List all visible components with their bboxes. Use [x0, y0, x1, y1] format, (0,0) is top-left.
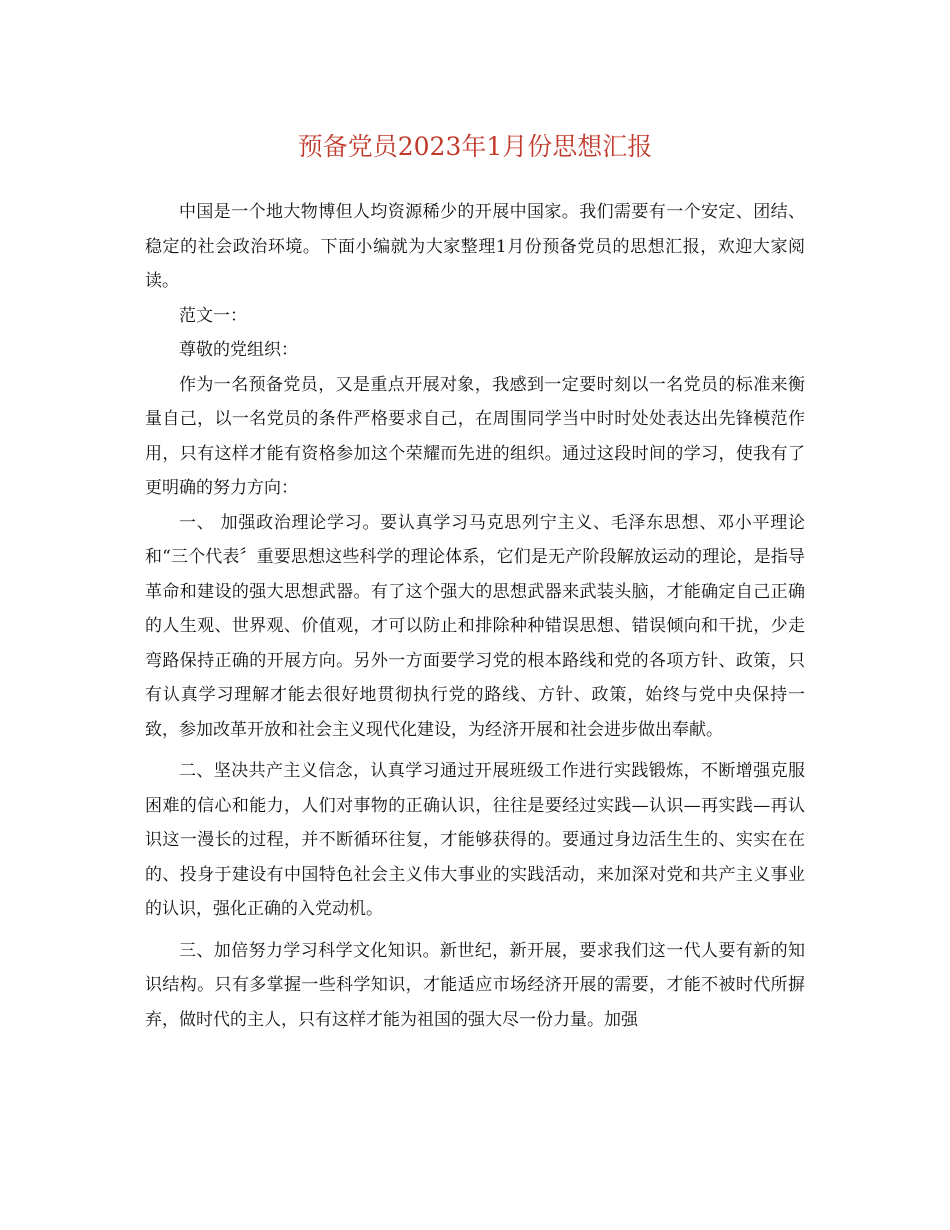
paragraph-point-two: 二、坚决共产主义信念，认真学习通过开展班级工作进行实践锻炼，不断增强克服困难的信心和能力，人们对事物的正确认识，往往是要经过实践—认识—再实践—再认识这一漫长的过程，并不断循环往复，才能够获得的。要通过身边活生生的、实实在在的、投身于建设有中国特色社会主义伟大事业的实践活动，来加深对党和共产主义事业的认识，强化正确的入党动机。 — [145, 761, 805, 919]
document-title: 预备党员2023年1月份思想汇报 — [297, 132, 653, 161]
paragraph-sample-label: 范文一： — [179, 305, 247, 326]
paragraph-point-three: 三、加倍努力学习科学文化知识。新世纪，新开展，要求我们这一代人要有新的知识结构。只有多掌握一些科学知识，才能适应市场经济开展的需要，才能不被时代所摒弃，做时代的主人，只有这样才能为祖国的强大尽一份力量。加强 — [145, 940, 805, 1030]
paragraph-salutation: 尊敬的党组织： — [179, 340, 298, 360]
paragraph-point-one: 一、 加强政治理论学习。要认真学习马克思列宁主义、毛泽东思想、邓小平理论和“三个代表〞重要思想这些科学的理论体系，它们是无产阶段解放运动的理论，是指导革命和建设的强大思想武器。有了这个强大的思想武器来武装头脑，才能确定自己正确的人生观、世界观、价值观，才可以防止和排除种种错误思想、错误倾向和干扰，少走弯路保持正确的开展方向。另外一方面要学习党的根本路线和党的各项方针、政策，只有认真学习理解才能去很好地贯彻执行党的路线、方针、政策，始终与党中央保持一致，参加改革开放和社会主义现代化建设，为经济开展和社会进步做出奉献。 — [145, 512, 805, 740]
paragraph-intro: 中国是一个地大物博但人均资源稀少的开展中国家。我们需要有一个安定、团结、稳定的社会政治环境。下面小编就为大家整理1月份预备党员的思想汇报，欢迎大家阅读。 — [145, 202, 805, 291]
paragraph-opening: 作为一名预备党员，又是重点开展对象，我感到一定要时刻以一名党员的标准来衡量自己，以一名党员的条件严格要求自己，在周围同学当中时时处处表达出先锋模范作用，只有这样才能有资格参加这个荣耀而先进的组织。通过这段时间的学习，使我有了更明确的努力方向： — [145, 374, 805, 498]
document-body — [145, 195, 805, 1037]
